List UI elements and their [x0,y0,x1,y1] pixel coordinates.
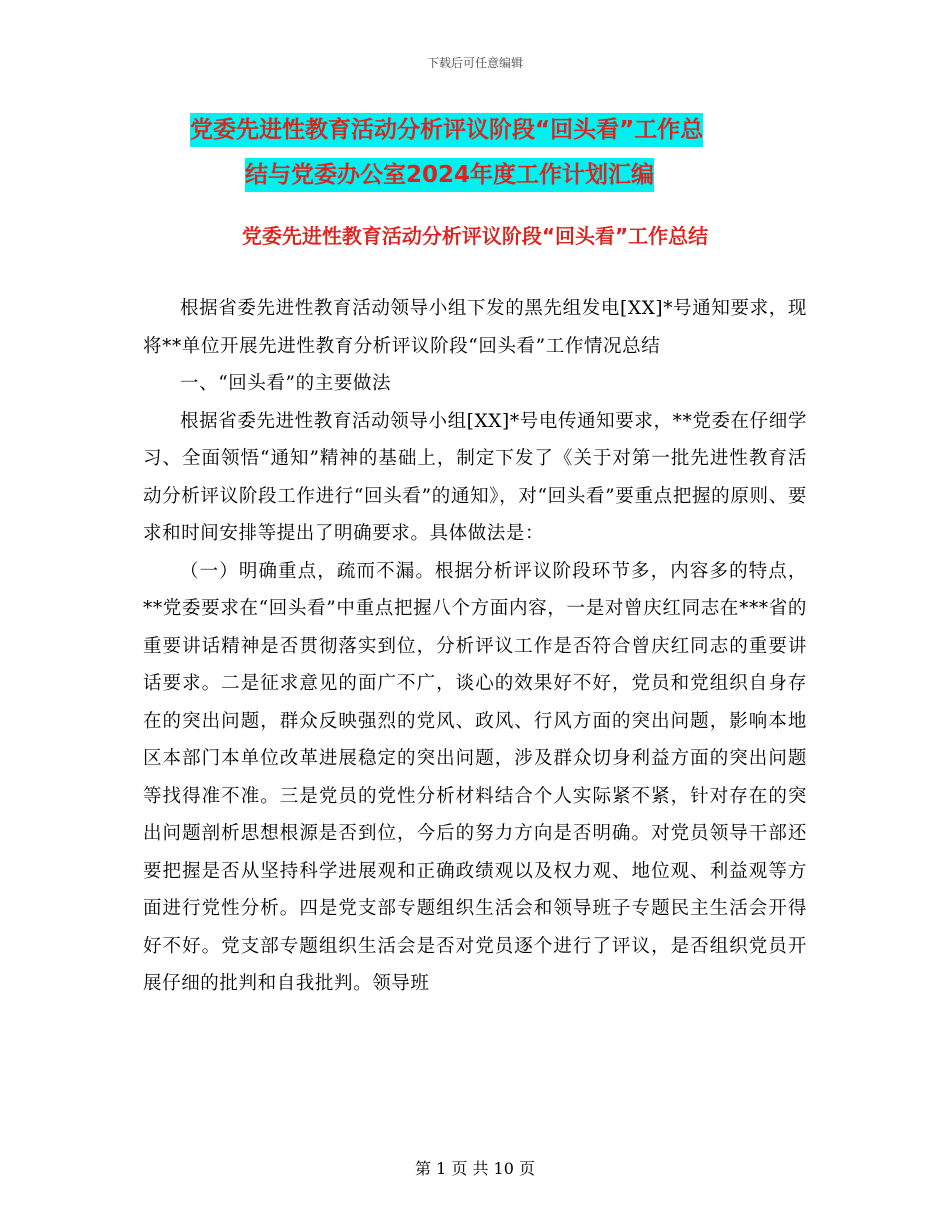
paragraph-approach: 根据省委先进性教育活动领导小组[XX]*号电传通知要求，**党委在仔细学习、全面领悟“通知”精神的基础上，制定下发了《关于对第一批先进性教育活动分析评议阶段工作进行“回头看”的通知》，对“回头看”要重点把握的原则、要求和时间安排等提出了明确要求。具体做法是： [143,410,807,544]
document-title [190,108,810,198]
paragraph-intro: 根据省委先进性教育活动领导小组下发的黑先组发电[XX]*号通知要求，现将**单位开展先进性教育分析评议阶段“回头看”工作情况总结 [143,298,807,357]
document-body [143,290,807,1003]
page-number: 第 1 页 共 10 页 [415,1159,535,1178]
document-title-line-2: 结与党委办公室2024年度工作计划汇编 [245,158,654,192]
paragraph-point-1: （一）明确重点，疏而不漏。根据分析评议阶段环节多，内容多的特点，**党委要求在“回头看”中重点把握八个方面内容，一是对曾庆红同志在***省的重要讲话精神是否贯彻落实到位，分析评议工作是否符合曾庆红同志的重要讲话要求。二是征求意见的面广不广，谈心的效果好不好，党员和党组织自身存在的突出问题，群众反映强烈的党风、政风、行风方面的突出问题，影响本地区本部门本单位改革进展稳定的突出问题，涉及群众切身利益方面的突出问题等找得准不准。三是党员的党性分析材料结合个人实际紧不紧，针对存在的突出问题剖析思想根源是否到位，今后的努力方向是否明确。对党员领导干部还要把握是否从坚持科学进展观和正确政绩观以及权力观、地位观、利益观等方面进行党性分析。四是党支部专题组织生活会和领导班子专题民主生活会开得好不好。党支部专题组织生活会是否对党员逐个进行了评议，是否组织党员开展仔细的批判和自我批判。领导班 [143,560,807,994]
header-note: 下载后可任意编辑 [426,56,523,70]
section-title: 党委先进性教育活动分析评议阶段“回头看”工作总结 [241,224,709,248]
paragraph-heading-1: 一、“回头看”的主要做法 [180,373,392,394]
document-title-line-1: 党委先进性教育活动分析评议阶段“回头看”工作总 [190,113,703,147]
